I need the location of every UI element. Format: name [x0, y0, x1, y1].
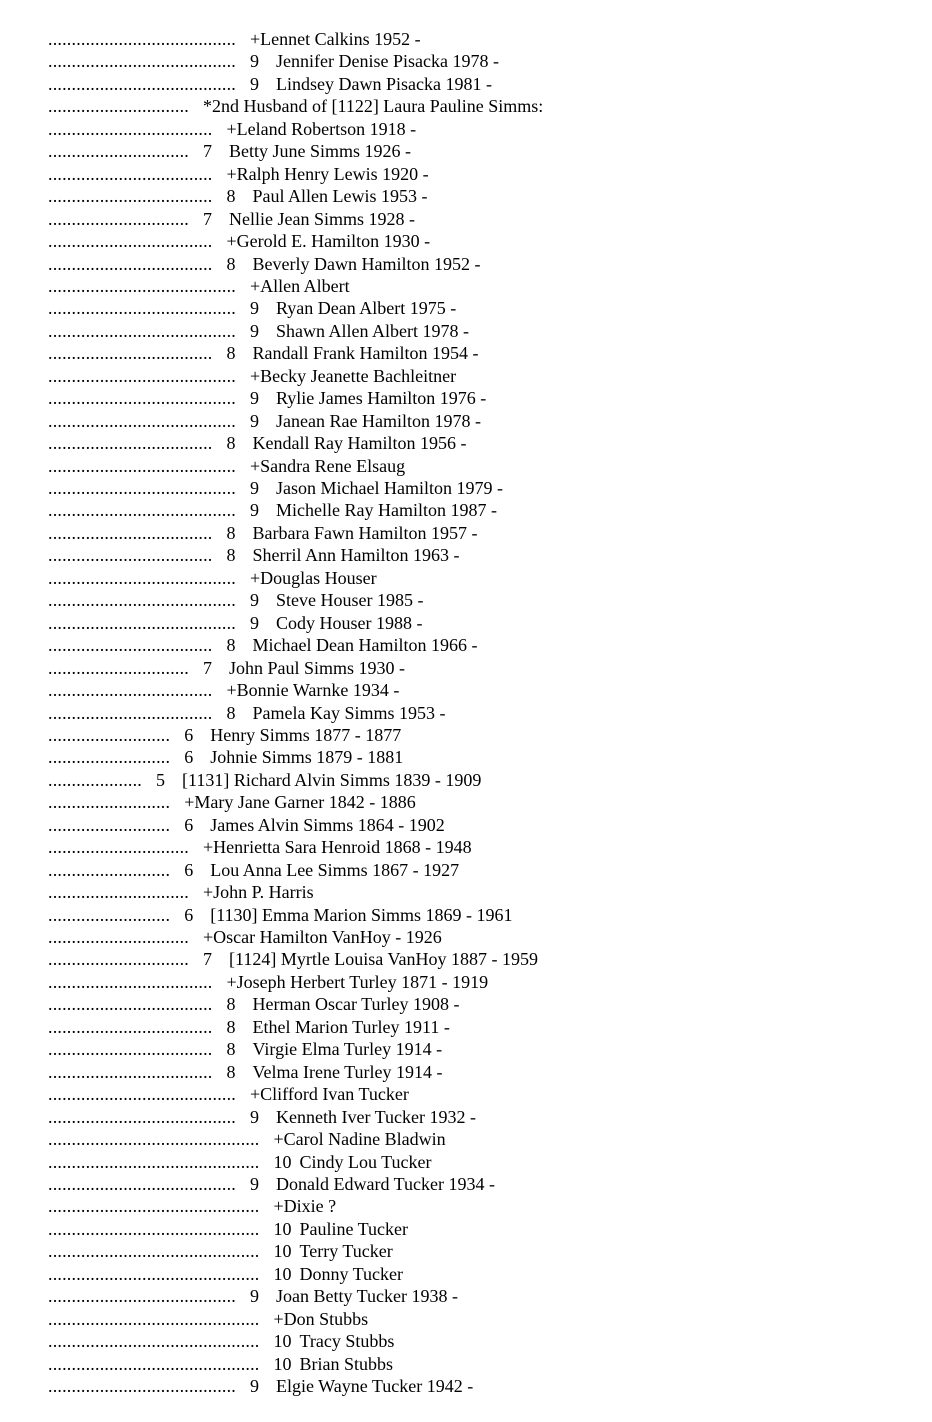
list-item — [48, 1083, 409, 1105]
leader-dots: .......................... — [48, 859, 171, 880]
list-item — [48, 320, 469, 342]
list-item — [48, 1128, 446, 1150]
generation-number: 8 — [226, 545, 236, 566]
person-entry: Lou Anna Lee Simms 1867 - 1927 — [210, 859, 460, 880]
person-entry: Brian Stubbs — [299, 1353, 394, 1374]
list-item — [48, 1330, 394, 1352]
person-entry: *2nd Husband of [1122] Laura Pauline Simms: — [203, 96, 544, 117]
spouse-entry: +Carol Nadine Bladwin — [273, 1129, 446, 1150]
leader-dots: ............................................. — [48, 1308, 260, 1329]
list-item — [48, 410, 481, 432]
generation-number: 10 — [273, 1353, 292, 1374]
person-entry: Pauline Tucker — [299, 1218, 409, 1239]
leader-dots: ........................................ — [48, 1106, 236, 1127]
spouse-entry: +Dixie ? — [273, 1196, 337, 1217]
generation-number: 10 — [273, 1331, 292, 1352]
generation-number: 8 — [226, 1061, 236, 1082]
leader-dots: .............................. — [48, 837, 189, 858]
spouse-entry: +Becky Jeanette Bachleitner — [250, 365, 457, 386]
person-entry: [1130] Emma Marion Simms 1869 - 1961 — [210, 904, 513, 925]
list-item — [48, 791, 416, 813]
list-item — [48, 1285, 458, 1307]
leader-dots: .......................... — [48, 724, 171, 745]
list-item — [48, 73, 492, 95]
person-entry: Donny Tucker — [299, 1263, 404, 1284]
generation-number: 9 — [250, 73, 259, 94]
generation-number: 9 — [250, 320, 259, 341]
spouse-entry: +John P. Harris — [203, 882, 314, 903]
person-entry: Elgie Wayne Tucker 1942 - — [276, 1376, 474, 1396]
person-entry: Rylie James Hamilton 1976 - — [276, 388, 487, 409]
leader-dots: ........................................ — [48, 1376, 236, 1396]
person-entry: Ryan Dean Albert 1975 - — [276, 298, 457, 319]
person-entry: Jason Michael Hamilton 1979 - — [276, 478, 503, 498]
leader-dots: ........................................ — [48, 612, 236, 633]
list-item — [48, 657, 405, 679]
list-item — [48, 140, 411, 162]
leader-dots: ........................................ — [48, 410, 236, 431]
list-item — [48, 1263, 403, 1285]
leader-dots: ........................................ — [48, 320, 236, 341]
list-item — [48, 253, 480, 275]
person-entry: Donald Edward Tucker 1934 - — [276, 1173, 495, 1194]
leader-dots: ................................... — [48, 1016, 213, 1037]
leader-dots: .............................. — [48, 208, 189, 229]
list-item — [48, 275, 350, 297]
person-entry: Johnie Simms 1879 - 1881 — [210, 747, 404, 768]
leader-dots: ................................... — [48, 1061, 213, 1082]
generation-number: 6 — [184, 747, 194, 768]
generation-number: 8 — [226, 186, 236, 207]
generation-number: 7 — [203, 657, 212, 678]
list-item — [48, 746, 403, 768]
person-entry: Cody Houser 1988 - — [276, 612, 423, 633]
list-item — [48, 1218, 408, 1240]
person-entry: Ethel Marion Turley 1911 - — [252, 1016, 450, 1037]
generation-number: 8 — [226, 1016, 236, 1037]
list-item — [48, 634, 477, 656]
leader-dots: ........................................ — [48, 567, 236, 588]
generation-number: 8 — [226, 1039, 236, 1060]
generation-number: 10 — [273, 1151, 292, 1172]
leader-dots: .............................. — [48, 657, 189, 678]
list-item — [48, 567, 377, 589]
spouse-entry: +Gerold E. Hamilton 1930 - — [226, 231, 431, 252]
list-item — [48, 477, 503, 499]
person-entry: Beverly Dawn Hamilton 1952 - — [252, 253, 481, 274]
person-entry: Shawn Allen Albert 1978 - — [276, 320, 469, 341]
generation-number: 9 — [250, 1286, 259, 1307]
generation-number: 5 — [156, 769, 165, 790]
leader-dots: ............................................. — [48, 1353, 260, 1374]
leader-dots: .......................... — [48, 904, 171, 925]
generation-number: 6 — [184, 859, 194, 880]
list-item — [48, 881, 314, 903]
leader-dots: ........................................ — [48, 365, 236, 386]
generation-number: 6 — [184, 814, 194, 835]
list-item — [48, 814, 445, 836]
generation-number: 9 — [250, 612, 259, 633]
person-entry: Steve Houser 1985 - — [276, 590, 424, 611]
list-item — [48, 230, 430, 252]
spouse-entry: +Joseph Herbert Turley 1871 - 1919 — [226, 971, 489, 992]
person-entry: Velma Irene Turley 1914 - — [252, 1061, 443, 1082]
list-item — [48, 724, 401, 746]
spouse-entry: +Mary Jane Garner 1842 - 1886 — [184, 792, 416, 813]
list-item — [48, 455, 405, 477]
list-item — [48, 185, 427, 207]
list-item — [48, 859, 459, 881]
person-entry: Herman Oscar Turley 1908 - — [252, 994, 460, 1015]
list-item — [48, 522, 477, 544]
person-entry: Virgie Elma Turley 1914 - — [252, 1039, 443, 1060]
generation-number: 7 — [203, 141, 212, 162]
spouse-entry: +Clifford Ivan Tucker — [250, 1084, 409, 1105]
leader-dots: ................................... — [48, 231, 213, 252]
generation-number: 8 — [226, 994, 236, 1015]
generation-number: 10 — [273, 1218, 292, 1239]
person-entry: Janean Rae Hamilton 1978 - — [276, 410, 481, 431]
list-item — [48, 118, 416, 140]
generation-number: 9 — [250, 478, 259, 498]
leader-dots: ............................................. — [48, 1151, 260, 1172]
list-item — [48, 1240, 393, 1262]
generation-number: 9 — [250, 590, 259, 611]
generation-number: 8 — [226, 343, 236, 364]
leader-dots: ........................................ — [48, 590, 236, 611]
person-entry: Kendall Ray Hamilton 1956 - — [252, 433, 467, 454]
generation-number: 9 — [250, 500, 259, 521]
leader-dots: ................................... — [48, 163, 213, 184]
person-entry: Randall Frank Hamilton 1954 - — [252, 343, 479, 364]
spouse-entry: +Lennet Calkins 1952 - — [250, 29, 421, 49]
person-entry: [1131] Richard Alvin Simms 1839 - 1909 — [182, 769, 482, 790]
list-item — [48, 1353, 393, 1375]
leader-dots: ................................... — [48, 1039, 213, 1060]
list-item — [48, 769, 481, 791]
list-item — [48, 836, 472, 858]
leader-dots: ................................... — [48, 433, 213, 454]
person-entry: Cindy Lou Tucker — [299, 1151, 432, 1172]
person-entry: Paul Allen Lewis 1953 - — [252, 186, 428, 207]
list-item — [48, 297, 456, 319]
list-item — [48, 28, 421, 50]
person-entry: James Alvin Simms 1864 - 1902 — [210, 814, 445, 835]
person-entry: Nellie Jean Simms 1928 - — [229, 208, 415, 229]
spouse-entry: +Sandra Rene Elsaug — [250, 455, 406, 476]
list-item — [48, 1308, 368, 1330]
list-item — [48, 432, 466, 454]
generation-number: 8 — [226, 702, 236, 723]
leader-dots: ............................................. — [48, 1331, 260, 1352]
list-item — [48, 589, 423, 611]
person-entry: Joan Betty Tucker 1938 - — [276, 1286, 458, 1307]
generation-number: 9 — [250, 410, 259, 431]
list-item — [48, 948, 538, 970]
list-item — [48, 499, 497, 521]
leader-dots: ........................................ — [48, 455, 236, 476]
leader-dots: ................................... — [48, 186, 213, 207]
leader-dots: ............................................. — [48, 1218, 260, 1239]
leader-dots: ........................................ — [48, 51, 236, 72]
leader-dots: .............................. — [48, 949, 189, 970]
generation-number: 9 — [250, 1376, 259, 1396]
spouse-entry: +Allen Albert — [250, 275, 350, 296]
generation-number: 8 — [226, 635, 236, 656]
leader-dots: .............................. — [48, 882, 189, 903]
list-item — [48, 387, 486, 409]
person-entry: [1124] Myrtle Louisa VanHoy 1887 - 1959 — [229, 949, 538, 970]
generation-number: 7 — [203, 208, 212, 229]
spouse-entry: +Henrietta Sara Henroid 1868 - 1948 — [203, 837, 472, 858]
generation-number: 8 — [226, 433, 236, 454]
leader-dots: .............................. — [48, 96, 189, 117]
person-entry: Barbara Fawn Hamilton 1957 - — [252, 522, 478, 543]
list-item — [48, 926, 442, 948]
leader-dots: ................................... — [48, 702, 213, 723]
leader-dots: ................................... — [48, 994, 213, 1015]
list-item — [48, 1038, 442, 1060]
person-entry: Terry Tucker — [299, 1241, 393, 1262]
list-item — [48, 1016, 450, 1038]
list-item — [48, 208, 415, 230]
leader-dots: ........................................ — [48, 500, 236, 521]
spouse-entry: +Don Stubbs — [273, 1308, 369, 1329]
spouse-entry: +Oscar Hamilton VanHoy - 1926 — [203, 927, 442, 947]
list-item — [48, 342, 478, 364]
person-entry: Michelle Ray Hamilton 1987 - — [276, 500, 497, 521]
leader-dots: ............................................. — [48, 1196, 260, 1217]
leader-dots: ................................... — [48, 253, 213, 274]
leader-dots: .................... — [48, 769, 142, 790]
list-item — [48, 904, 513, 926]
leader-dots: ................................... — [48, 118, 213, 139]
leader-dots: ........................................ — [48, 1173, 236, 1194]
list-item — [48, 612, 423, 634]
person-entry: John Paul Simms 1930 - — [229, 657, 406, 678]
leader-dots: ........................................ — [48, 1084, 236, 1105]
spouse-entry: +Leland Robertson 1918 - — [226, 118, 417, 139]
list-item — [48, 1195, 336, 1217]
leader-dots: ................................... — [48, 971, 213, 992]
leader-dots: ........................................ — [48, 298, 236, 319]
list-item — [48, 1173, 495, 1195]
list-item — [48, 1151, 432, 1173]
generation-number: 7 — [203, 949, 212, 970]
leader-dots: .......................... — [48, 814, 171, 835]
generation-number: 9 — [250, 51, 259, 72]
list-item — [48, 679, 399, 701]
person-entry: Tracy Stubbs — [299, 1331, 395, 1352]
list-item — [48, 971, 488, 993]
generation-number: 10 — [273, 1241, 292, 1262]
person-entry: Betty June Simms 1926 - — [229, 141, 412, 162]
list-item — [48, 50, 499, 72]
list-item — [48, 1061, 442, 1083]
leader-dots: ................................... — [48, 545, 213, 566]
list-item — [48, 365, 456, 387]
person-entry: Kenneth Iver Tucker 1932 - — [276, 1106, 476, 1127]
list-item — [48, 993, 459, 1015]
leader-dots: ................................... — [48, 343, 213, 364]
leader-dots: ........................................ — [48, 73, 236, 94]
generation-number: 9 — [250, 1106, 259, 1127]
leader-dots: ............................................. — [48, 1241, 260, 1262]
leader-dots: ............................................. — [48, 1129, 260, 1150]
leader-dots: ........................................ — [48, 388, 236, 409]
leader-dots: ........................................ — [48, 275, 236, 296]
generation-number: 9 — [250, 388, 259, 409]
generation-number: 9 — [250, 1173, 259, 1194]
generation-number: 6 — [184, 904, 194, 925]
person-entry: Pamela Kay Simms 1953 - — [252, 702, 446, 723]
list-item — [48, 95, 543, 117]
leader-dots: ............................................. — [48, 1263, 260, 1284]
list-item — [48, 1106, 476, 1128]
leader-dots: ........................................ — [48, 29, 236, 49]
leader-dots: ................................... — [48, 635, 213, 656]
leader-dots: ........................................ — [48, 1286, 236, 1307]
leader-dots: .......................... — [48, 792, 171, 813]
person-entry: Jennifer Denise Pisacka 1978 - — [276, 51, 499, 72]
leader-dots: ................................... — [48, 680, 213, 701]
list-item — [48, 544, 459, 566]
generation-number: 8 — [226, 253, 236, 274]
generation-number: 9 — [250, 298, 259, 319]
generation-number: 8 — [226, 522, 236, 543]
generation-number: 10 — [273, 1263, 292, 1284]
list-item — [48, 163, 429, 185]
leader-dots: ................................... — [48, 522, 213, 543]
spouse-entry: +Bonnie Warnke 1934 - — [226, 680, 400, 701]
list-item — [48, 702, 445, 724]
leader-dots: ........................................ — [48, 478, 236, 498]
person-entry: Lindsey Dawn Pisacka 1981 - — [276, 73, 492, 94]
spouse-entry: +Ralph Henry Lewis 1920 - — [226, 163, 429, 184]
leader-dots: .......................... — [48, 747, 171, 768]
person-entry: Michael Dean Hamilton 1966 - — [252, 635, 478, 656]
leader-dots: .............................. — [48, 927, 189, 947]
person-entry: Henry Simms 1877 - 1877 — [210, 724, 402, 745]
spouse-entry: +Douglas Houser — [250, 567, 377, 588]
leader-dots: .............................. — [48, 141, 189, 162]
generation-number: 6 — [184, 724, 194, 745]
list-item — [48, 1375, 473, 1397]
person-entry: Sherril Ann Hamilton 1963 - — [252, 545, 460, 566]
